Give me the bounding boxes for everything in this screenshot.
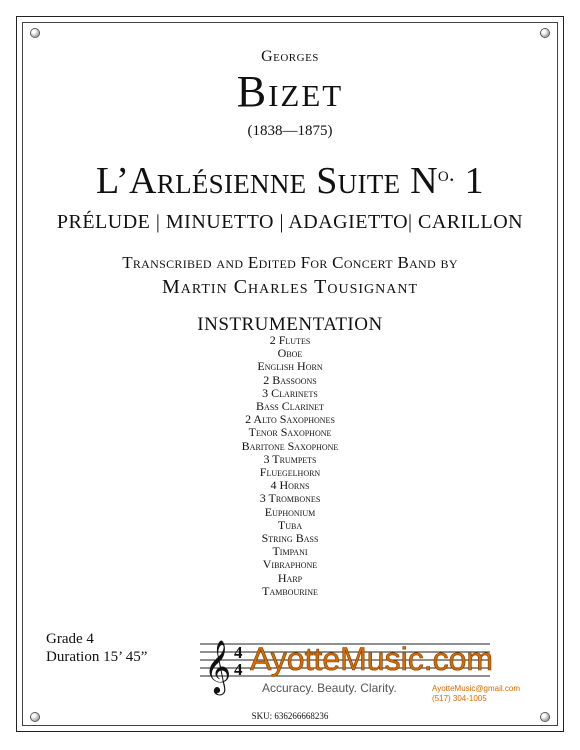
- instrument-item: Baritone Saxophone: [241, 438, 339, 453]
- instrument-item: 4 Horns: [270, 478, 310, 493]
- grade-label: Grade 4: [46, 631, 94, 647]
- instrument-item: Vibraphone: [262, 557, 318, 572]
- composer-last-name: Bizet: [236, 67, 344, 116]
- logo-tagline: Accuracy. Beauty. Clarity.: [262, 681, 397, 695]
- duration-label: Duration 15’ 45”: [46, 649, 148, 665]
- title-main: L’Arlésienne Suite N: [96, 160, 438, 202]
- sku-number: SKU: 636266668236: [251, 711, 329, 721]
- instrument-item: Tenor Saxophone: [248, 425, 332, 440]
- instrumentation-heading: INSTRUMENTATION: [197, 314, 383, 335]
- time-signature-top: 4: [234, 643, 243, 662]
- instrumentation-list: [0, 334, 580, 598]
- instrument-item: 2 Flutes: [269, 333, 311, 347]
- movements-list: PRÉLUDE | MINUETTO | ADAGIETTO| CARILLON: [56, 211, 524, 233]
- instrument-item: English Horn: [257, 359, 323, 374]
- instrument-item: Bass Clarinet: [256, 399, 324, 414]
- treble-clef-icon: 𝄞: [204, 639, 232, 693]
- instrument-item: 3 Trumpets: [263, 451, 317, 466]
- arranger-name: Martin Charles Tousignant: [161, 276, 419, 298]
- instrument-item: Euphonium: [264, 504, 316, 519]
- composer-first-name: Georges: [261, 48, 319, 65]
- transcribed-line: Transcribed and Edited For Concert Band by: [122, 253, 458, 272]
- instrument-item: 2 Bassoons: [263, 372, 317, 387]
- instrument-item: 2 Alto Saxophones: [245, 412, 335, 427]
- instrument-item: 3 Clarinets: [262, 385, 318, 400]
- instrument-item: Tuba: [277, 517, 303, 532]
- time-signature-bottom: 4: [234, 660, 243, 679]
- number-sign: o.: [437, 161, 455, 186]
- work-title: [0, 162, 580, 200]
- rivet-icon: [31, 29, 39, 37]
- instrument-item: Harp: [277, 570, 303, 585]
- instrument-item: String Bass: [261, 531, 319, 546]
- instrument-item: Timpani: [272, 544, 308, 559]
- instrument-item: 3 Trombones: [259, 491, 321, 506]
- publisher-phone: (517) 304-1005: [432, 694, 487, 703]
- instrument-item: Fluegelhorn: [259, 465, 321, 480]
- composer-dates: (1838—1875): [247, 123, 333, 139]
- instrument-item: Tambourine: [262, 583, 318, 598]
- rivet-icon: [541, 29, 549, 37]
- title-number: 1: [454, 160, 484, 202]
- publisher-email[interactable]: AyotteMusic@gmail.com: [432, 684, 520, 693]
- instrument-item: Oboe: [277, 346, 303, 361]
- logo-wordmark: AyotteMusic.com: [250, 641, 494, 677]
